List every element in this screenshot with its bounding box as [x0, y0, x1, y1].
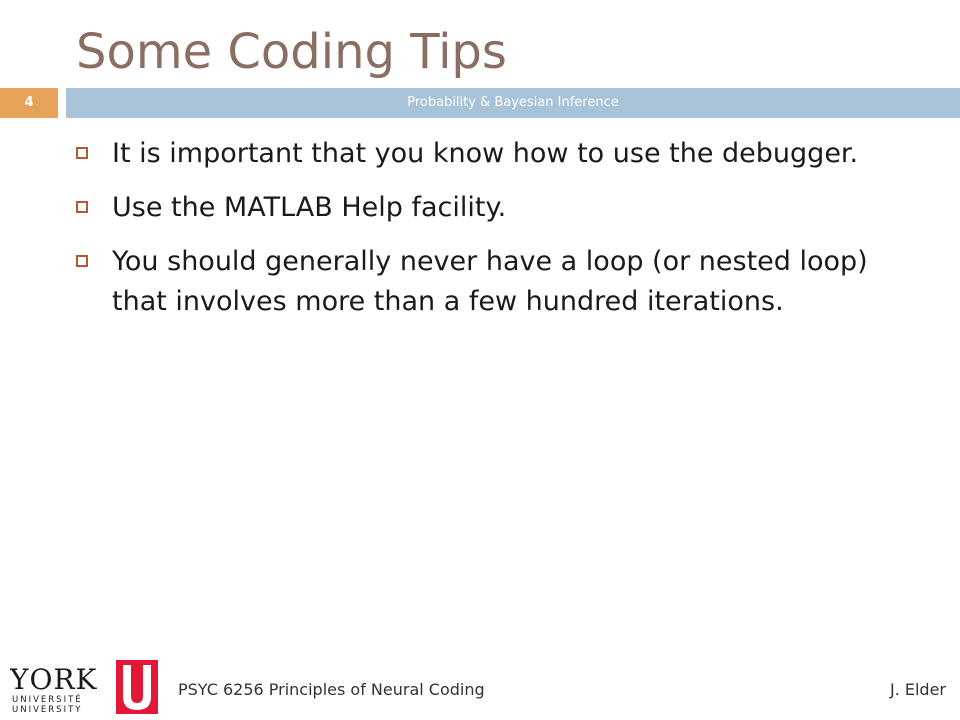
square-bullet-icon	[76, 255, 88, 267]
square-bullet-icon	[76, 147, 88, 159]
bullet-item	[74, 134, 894, 174]
logo-line-english: UNIVERSITY	[12, 705, 83, 714]
logo-wordmark: YORK	[10, 663, 98, 696]
york-university-logo	[10, 660, 160, 714]
header-band	[0, 88, 960, 118]
bullet-text: Use the MATLAB Help facility.	[112, 192, 507, 223]
header-text: Probability & Bayesian Inference	[407, 95, 619, 110]
bullet-item	[74, 188, 894, 228]
header-bar	[66, 88, 960, 118]
square-bullet-icon	[76, 201, 88, 213]
footer-author: J. Elder	[889, 680, 946, 699]
bullet-text: It is important that you know how to use the debugger.	[112, 138, 859, 169]
bullet-item	[74, 242, 894, 322]
slide-number: 4	[0, 88, 58, 118]
logo-line-francais: UNIVERSITÉ	[12, 695, 83, 705]
bullet-list	[74, 134, 894, 336]
bullet-text: You should generally never have a loop (or nested loop) that involves more than a few hundred iterations.	[112, 246, 868, 317]
slide-title: Some Coding Tips	[76, 24, 507, 80]
footer-course: PSYC 6256 Principles of Neural Coding	[178, 680, 485, 699]
